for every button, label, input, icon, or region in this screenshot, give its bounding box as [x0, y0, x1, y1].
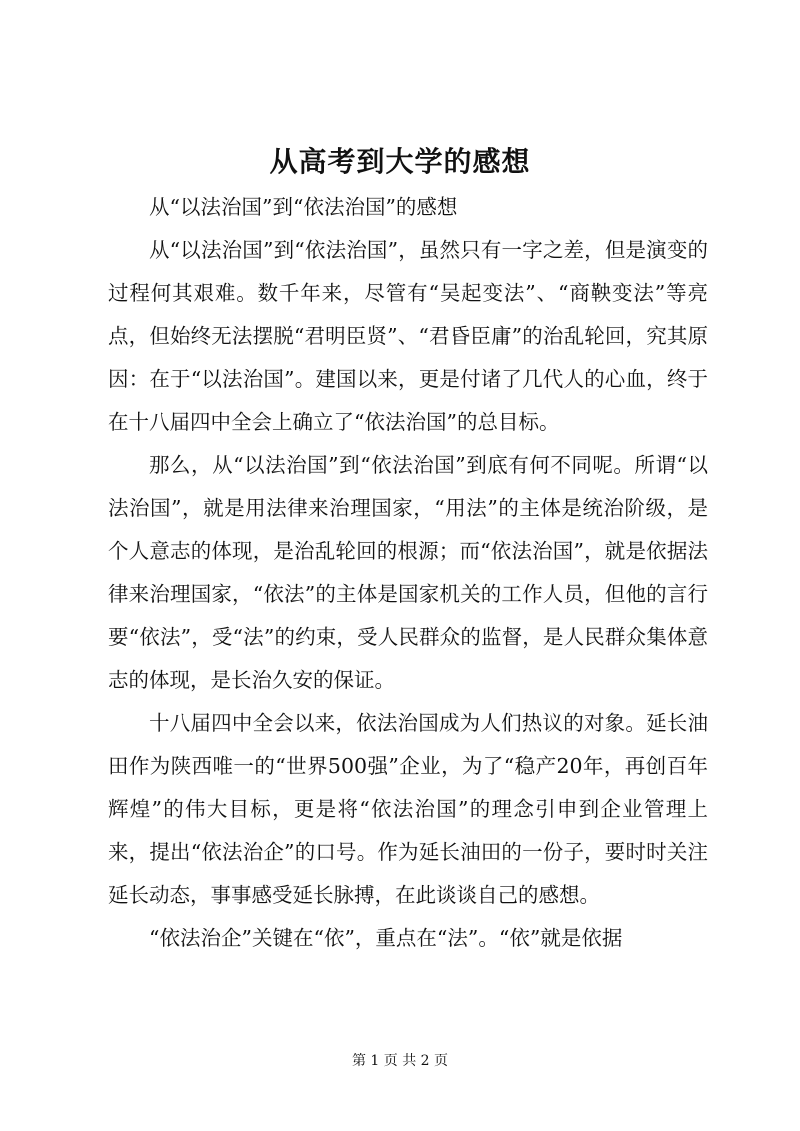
paragraph-subtitle: 从“以法治国”到“依法治国”的感想: [149, 195, 458, 219]
paragraph: “依法治企”关键在“依”，重点在“法”。“依”就是依据: [149, 926, 623, 950]
paragraph: 十八届四中全会以来，依法治国成为人们热议的对象。延长油田作为陕西唯一的“世界500强”企业，为了“稳产20年，再创百年辉煌”的伟大目标，更是将“依法治国”的理念引申到企业管理上来，提出“依法治企”的口号。作为延长油田的一份子，要时时关注延长动态，事事感受延长脉搏，在此谈谈自己的感想。: [108, 711, 708, 907]
document-body: [108, 186, 708, 960]
paragraph: 从“以法治国”到“依法治国”，虽然只有一字之差，但是演变的过程何其艰难。数千年来，尽管有“吴起变法”、“商鞅变法”等亮点，但始终无法摆脱“君明臣贤”、“君昏臣庸”的治乱轮回，究其原因：在于“以法治国”。建国以来，更是付诸了几代人的心血，终于在十八届四中全会上确立了“依法治国”的总目标。: [108, 238, 708, 434]
document-title: 从高考到大学的感想: [269, 145, 531, 178]
page-footer: 第 1 页 共 2 页: [351, 1053, 449, 1069]
paragraph: 那么，从“以法治国”到“依法治国”到底有何不同呢。所谓“以法治国”，就是用法律来治理国家，“用法”的主体是统治阶级，是个人意志的体现，是治乱轮回的根源；而“依法治国”，就是依据法律来治理国家，“依法”的主体是国家机关的工作人员，但他的言行要“依法”，受“法”的约束，受人民群众的监督，是人民群众集体意志的体现，是长治久安的保证。: [108, 453, 708, 692]
